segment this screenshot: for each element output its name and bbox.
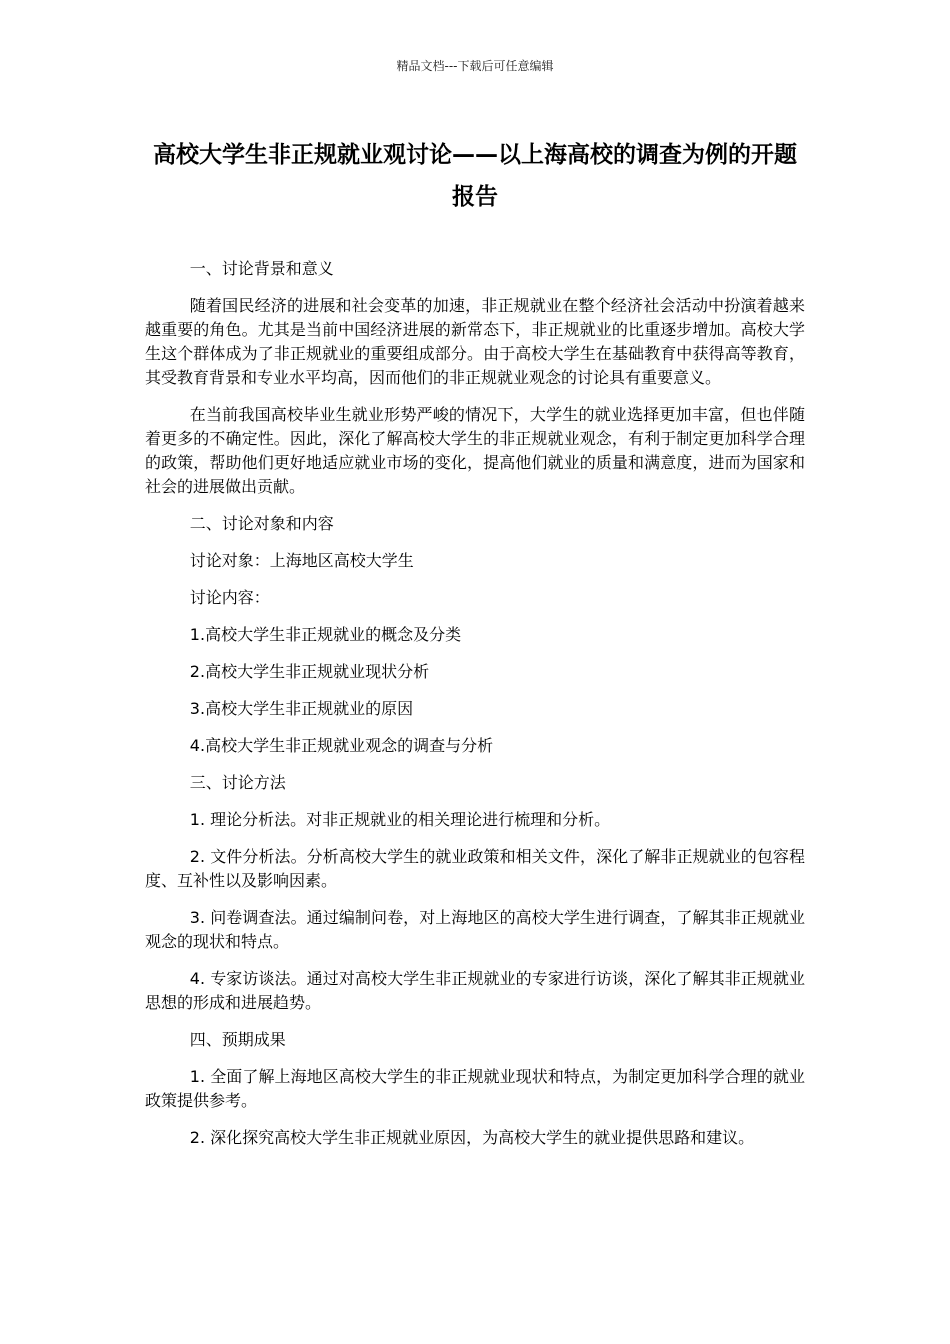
- content-item: 4.高校大学生非正规就业观念的调查与分析: [189, 736, 494, 755]
- method-item: 1. 理论分析法。对非正规就业的相关理论进行梳理和分析。: [189, 810, 611, 829]
- content-item: 3.高校大学生非正规就业的原因: [189, 699, 414, 718]
- method-item: 2. 文件分析法。分析高校大学生的就业政策和相关文件，深化了解非正规就业的包容程度、互补性以及影响因素。: [145, 847, 805, 890]
- research-object: 讨论对象：上海地区高校大学生: [189, 551, 414, 570]
- paragraph-background-1: 随着国民经济的进展和社会变革的加速，非正规就业在整个经济社会活动中扮演着越来越重要的角色。尤其是当前中国经济进展的新常态下，非正规就业的比重逐步增加。高校大学生这个群体成为了非正规就业的重要组成部分。由于高校大学生在基础教育中获得高等教育，其受教育背景和专业水平均高，因而他们的非正规就业观念的讨论具有重要意义。: [145, 296, 805, 387]
- method-item: 4. 专家访谈法。通过对高校大学生非正规就业的专家进行访谈，深化了解其非正规就业思想的形成和进展趋势。: [145, 969, 805, 1012]
- method-item: 3. 问卷调查法。通过编制问卷，对上海地区的高校大学生进行调查，了解其非正规就业观念的现状和特点。: [145, 908, 805, 951]
- research-content-label: 讨论内容：: [189, 588, 270, 607]
- document-title: 高校大学生非正规就业观讨论——以上海高校的调查为例的开题报告: [153, 142, 797, 210]
- section-heading-background: 一、讨论背景和意义: [189, 259, 334, 278]
- section-heading-methods: 三、讨论方法: [189, 773, 286, 792]
- content-item: 2.高校大学生非正规就业现状分析: [189, 662, 430, 681]
- section-heading-expected-results: 四、预期成果: [189, 1030, 286, 1049]
- result-item: 2. 深化探究高校大学生非正规就业原因，为高校大学生的就业提供思路和建议。: [189, 1128, 755, 1147]
- document-body: [145, 257, 805, 1163]
- result-item: 1. 全面了解上海地区高校大学生的非正规就业现状和特点，为制定更加科学合理的就业政策提供参考。: [145, 1067, 805, 1110]
- header-note: 精品文档---下载后可任意编辑: [396, 59, 554, 73]
- section-heading-object-content: 二、讨论对象和内容: [189, 514, 334, 533]
- content-item: 1.高校大学生非正规就业的概念及分类: [189, 625, 462, 644]
- paragraph-background-2: 在当前我国高校毕业生就业形势严峻的情况下，大学生的就业选择更加丰富，但也伴随着更多的不确定性。因此，深化了解高校大学生的非正规就业观念，有利于制定更加科学合理的政策，帮助他们更好地适应就业市场的变化，提高他们就业的质量和满意度，进而为国家和社会的进展做出贡献。: [145, 405, 805, 496]
